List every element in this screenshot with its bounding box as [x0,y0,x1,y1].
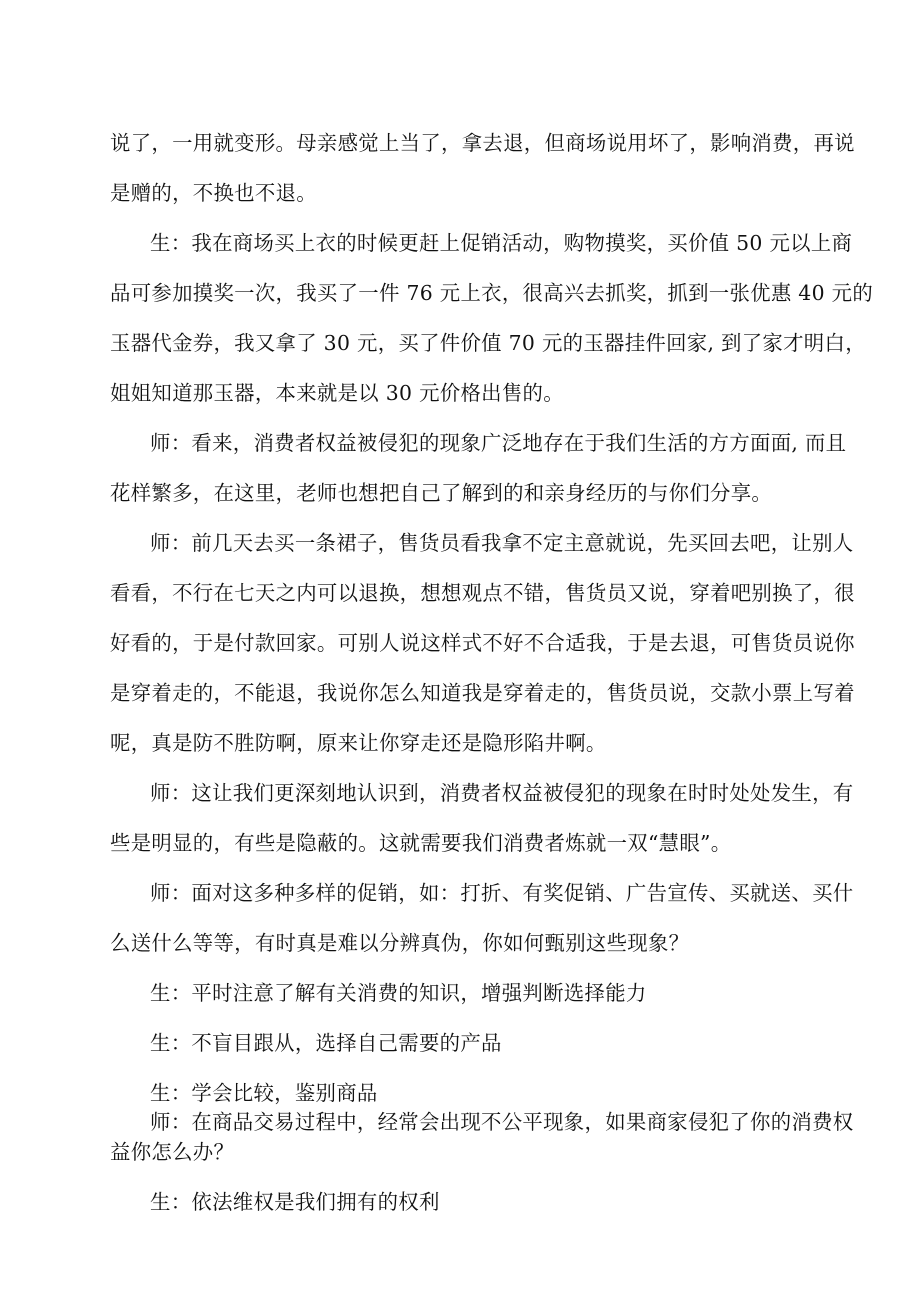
text-line: 生：不盲目跟从，选择自己需要的产品 [150,1031,502,1055]
text-line: 说了，一用就变形。母亲感觉上当了，拿去退，但商场说用坏了，影响消费，再说 [110,131,855,155]
text-line: 生：平时注意了解有关消费的知识，增强判断选择能力 [150,981,647,1005]
text-line: 师：看来，消费者权益被侵犯的现象广泛地存在于我们生活的方方面面, 而且 [150,431,847,455]
text-line: 么送什么等等，有时真是难以分辨真伪，你如何甄别这些现象？ [110,931,690,955]
text-line: 师：前几天去买一条裙子，售货员看我拿不定主意就说，先买回去吧，让别人 [150,531,854,555]
text-line: 好看的，于是付款回家。可别人说这样式不好不合适我，于是去退，可售货员说你 [110,631,855,655]
text-line: 看看，不行在七天之内可以退换，想想观点不错，售货员又说，穿着吧别换了，很 [110,581,855,605]
text-line: 是穿着走的，不能退，我说你怎么知道我是穿着走的，售货员说，交款小票上写着 [110,681,855,705]
text-line: 益你怎么办？ [110,1140,235,1164]
text-line: 生：依法维权是我们拥有的权利 [150,1190,440,1214]
text-line: 玉器代金券，我又拿了 30 元，买了件价值 70 元的玉器挂件回家, 到了家才明白， [110,331,866,355]
text-line: 师：面对这多种多样的促销，如：打折、有奖促销、广告宣传、买就送、买什 [150,881,854,905]
text-line: 花样繁多，在这里，老师也想把自己了解到的和亲身经历的与你们分享。 [110,481,773,505]
text-line: 呢，真是防不胜防啊，原来让你穿走还是隐形陷井啊。 [110,731,607,755]
text-line: 姐姐知道那玉器，本来就是以 30 元价格出售的。 [110,381,564,405]
text-line: 师：这让我们更深刻地认识到，消费者权益被侵犯的现象在时时处处发生，有 [150,781,854,805]
text-line: 品可参加摸奖一次，我买了一件 76 元上衣，很高兴去抓奖，抓到一张优惠 40 元的 [110,281,874,305]
text-line: 师：在商品交易过程中，经常会出现不公平现象，如果商家侵犯了你的消费权 [150,1110,854,1134]
text-line: 生：我在商场买上衣的时候更赶上促销活动，购物摸奖，买价值 50 元以上商 [150,231,853,255]
text-line: 些是明显的，有些是隐蔽的。这就需要我们消费者炼就一双“慧眼”。 [110,831,732,855]
text-line: 是赠的，不换也不退。 [110,181,317,205]
text-line: 生：学会比较，鉴别商品 [150,1081,378,1105]
